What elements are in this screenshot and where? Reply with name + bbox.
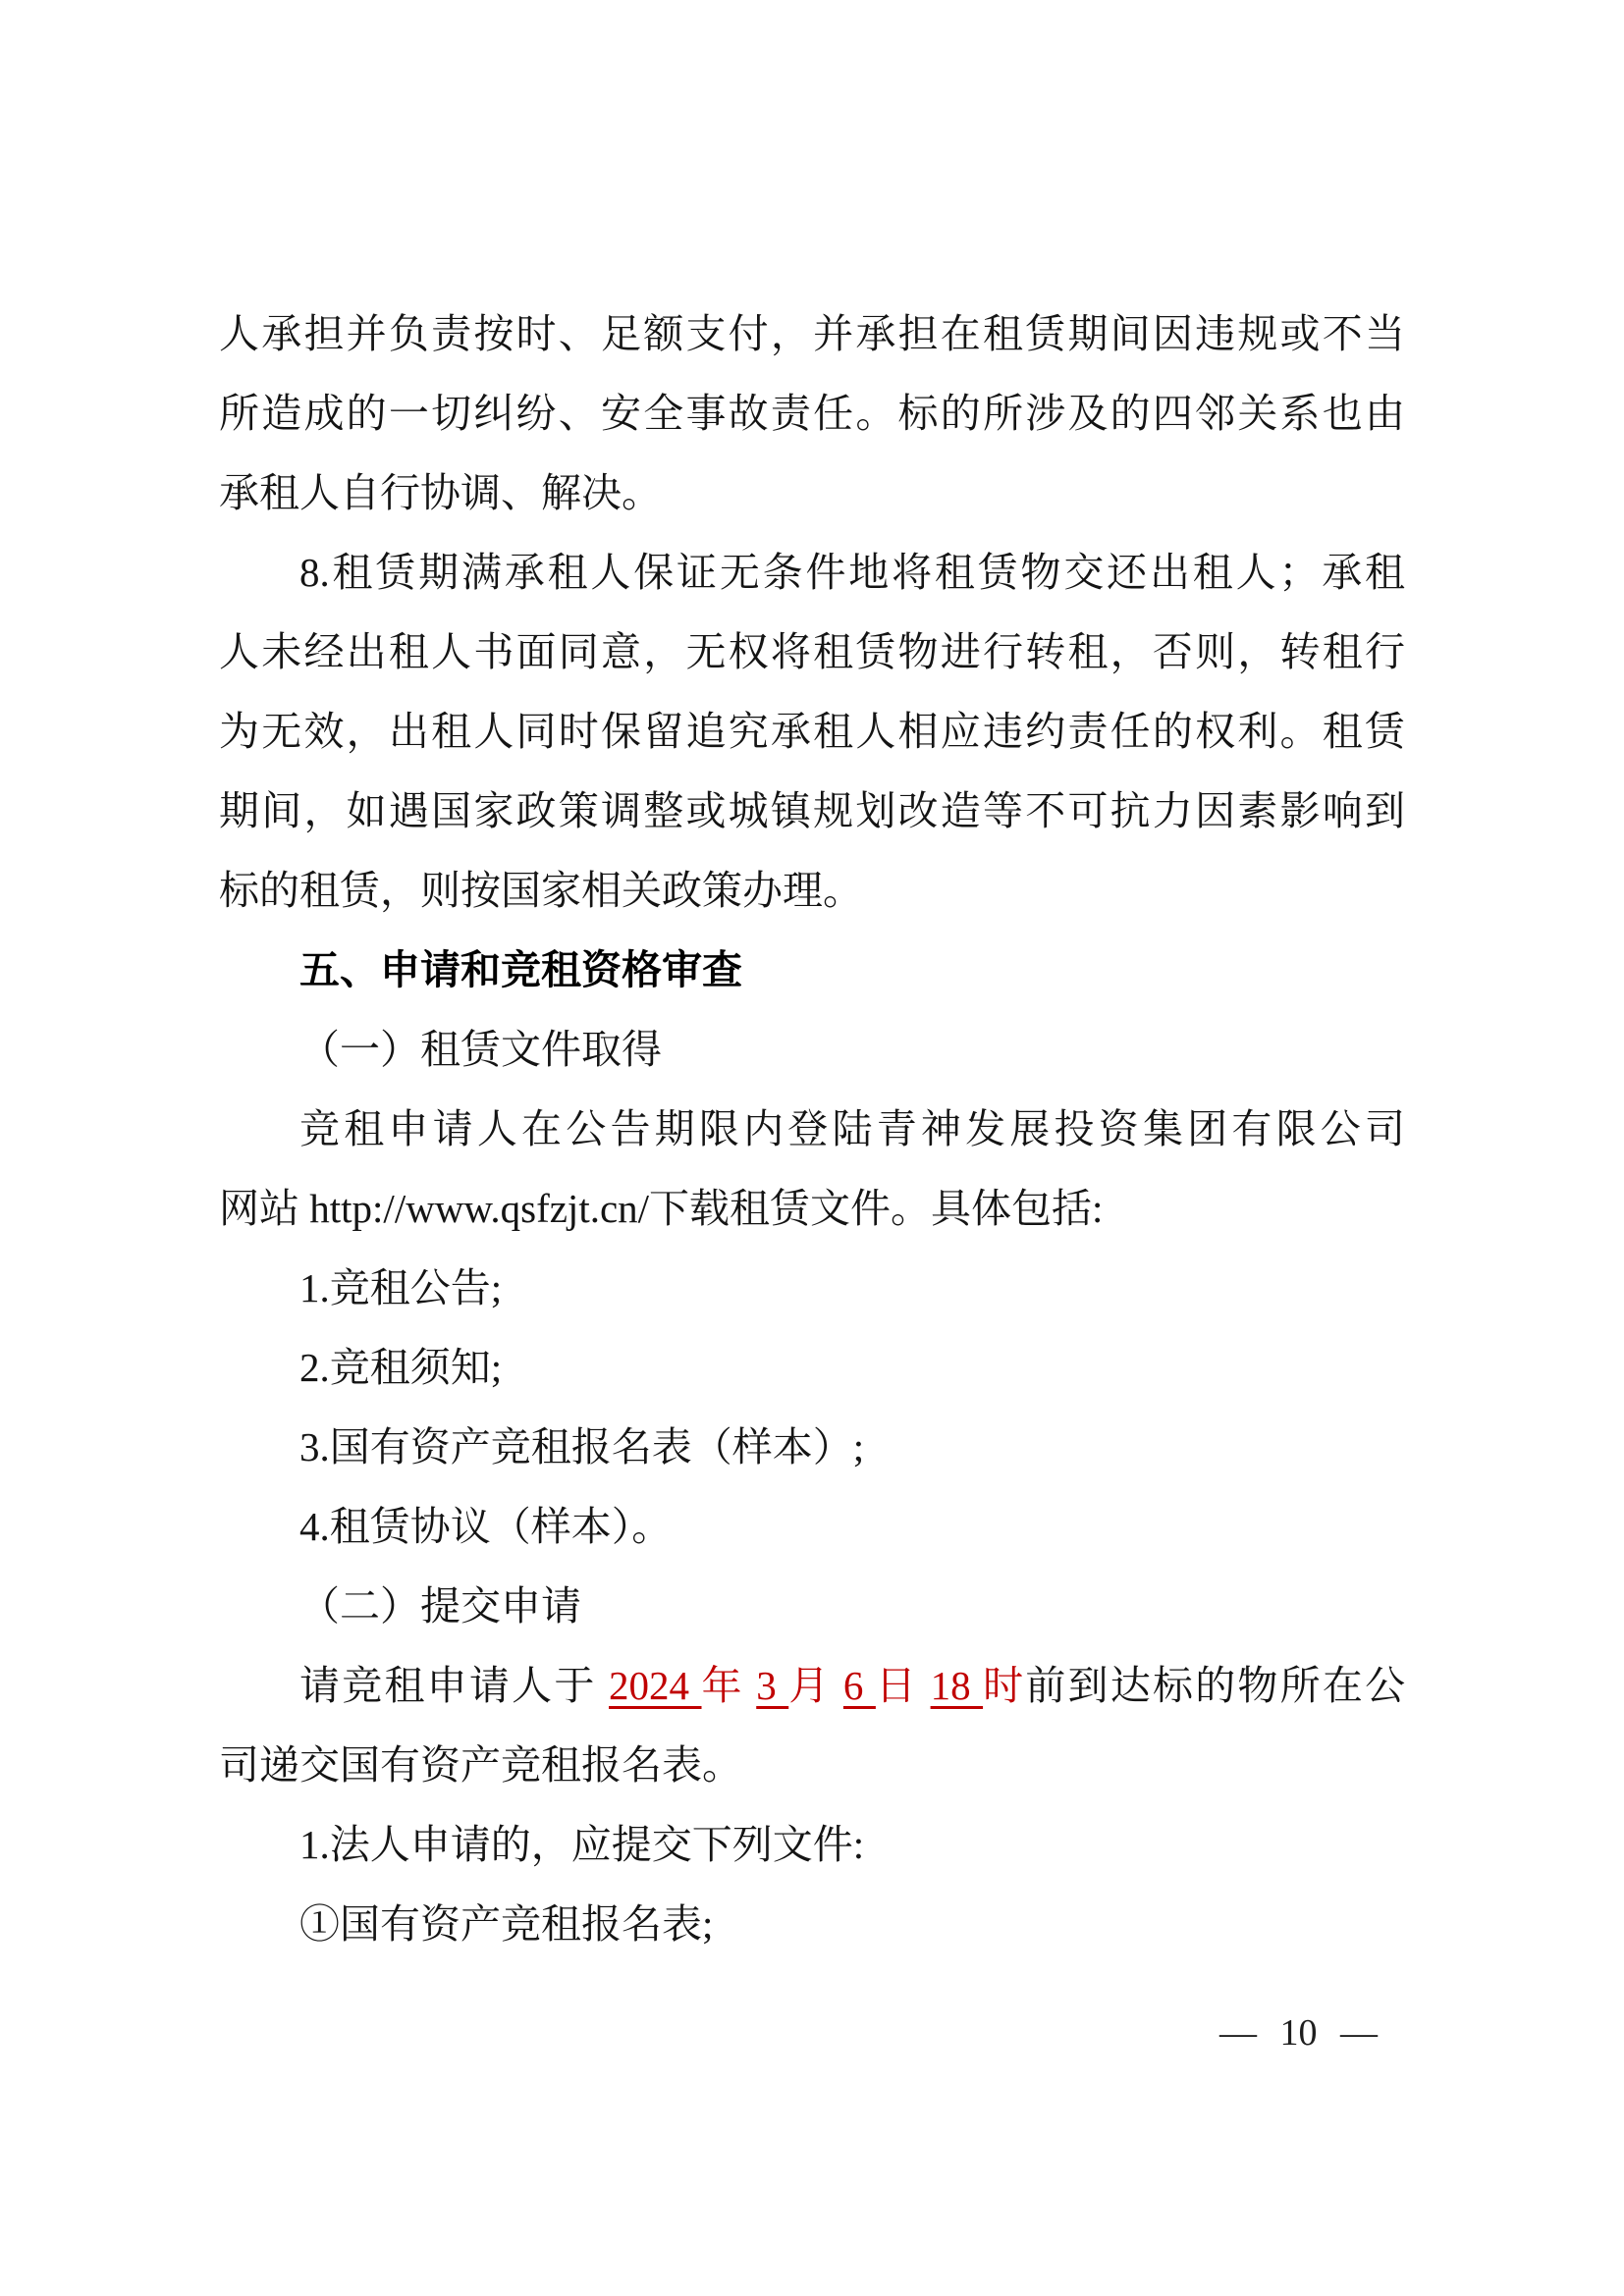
text-line: 人承担并负责按时、足额支付，并承担在租赁期间因违规或不当 <box>219 311 1405 356</box>
deadline-day: 6 <box>842 1663 876 1708</box>
deadline-month: 3 <box>756 1663 789 1708</box>
deadline-year-unit: 年 <box>701 1663 757 1708</box>
deadline-day-unit: 日 <box>875 1663 931 1708</box>
deadline-hour-unit: 时 <box>983 1663 1026 1708</box>
text-line: 为无效，出租人同时保留追究承租人相应违约责任的权利。租赁 <box>219 709 1405 754</box>
list-item: 2.竞租须知; <box>299 1345 503 1390</box>
list-item: 4.租赁协议（样本）。 <box>299 1504 673 1549</box>
text-line: 8.租赁期满承租人保证无条件地将租赁物交还出租人；承租 <box>299 550 1405 595</box>
text-line: 司递交国有资产竞租报名表。 <box>219 1742 742 1788</box>
text-line: 标的租赁，则按国家相关政策办理。 <box>219 868 863 913</box>
deadline-month-unit: 月 <box>788 1663 843 1708</box>
text-line: 竞租申请人在公告期限内登陆青神发展投资集团有限公司 <box>299 1106 1405 1151</box>
subsection-heading: （一）租赁文件取得 <box>299 1027 662 1072</box>
deadline-prefix: 请竞租申请人于 <box>299 1663 610 1708</box>
deadline-hour: 18 <box>930 1663 984 1708</box>
text-line: 承租人自行协调、解决。 <box>219 470 662 515</box>
list-item: 1.法人申请的，应提交下列文件: <box>299 1822 865 1867</box>
deadline-year: 2024 <box>609 1663 702 1708</box>
list-item: 3.国有资产竞租报名表（样本）; <box>299 1424 865 1469</box>
text-line: 人未经出租人书面同意，无权将租赁物进行转租，否则，转租行 <box>219 629 1405 674</box>
subsection-heading: （二）提交申请 <box>299 1583 581 1629</box>
submission-deadline-line <box>219 1646 1405 1726</box>
list-item: 1.竞租公告; <box>299 1265 503 1310</box>
text-line-with-url: 网站 http://www.qsfzjt.cn/下载租赁文件。具体包括: <box>219 1186 1104 1231</box>
text-line: 所造成的一切纠纷、安全事故责任。标的所涉及的四邻关系也由 <box>219 391 1405 436</box>
text-line: 期间，如遇国家政策调整或城镇规划改造等不可抗力因素影响到 <box>219 788 1405 833</box>
section-heading: 五、申请和竞租资格审查 <box>299 947 742 992</box>
deadline-suffix: 前到达标的物所在公 <box>1025 1663 1406 1708</box>
page-number: — 10 — <box>1219 2012 1378 2054</box>
list-item: ①国有资产竞租报名表; <box>299 1901 714 1947</box>
